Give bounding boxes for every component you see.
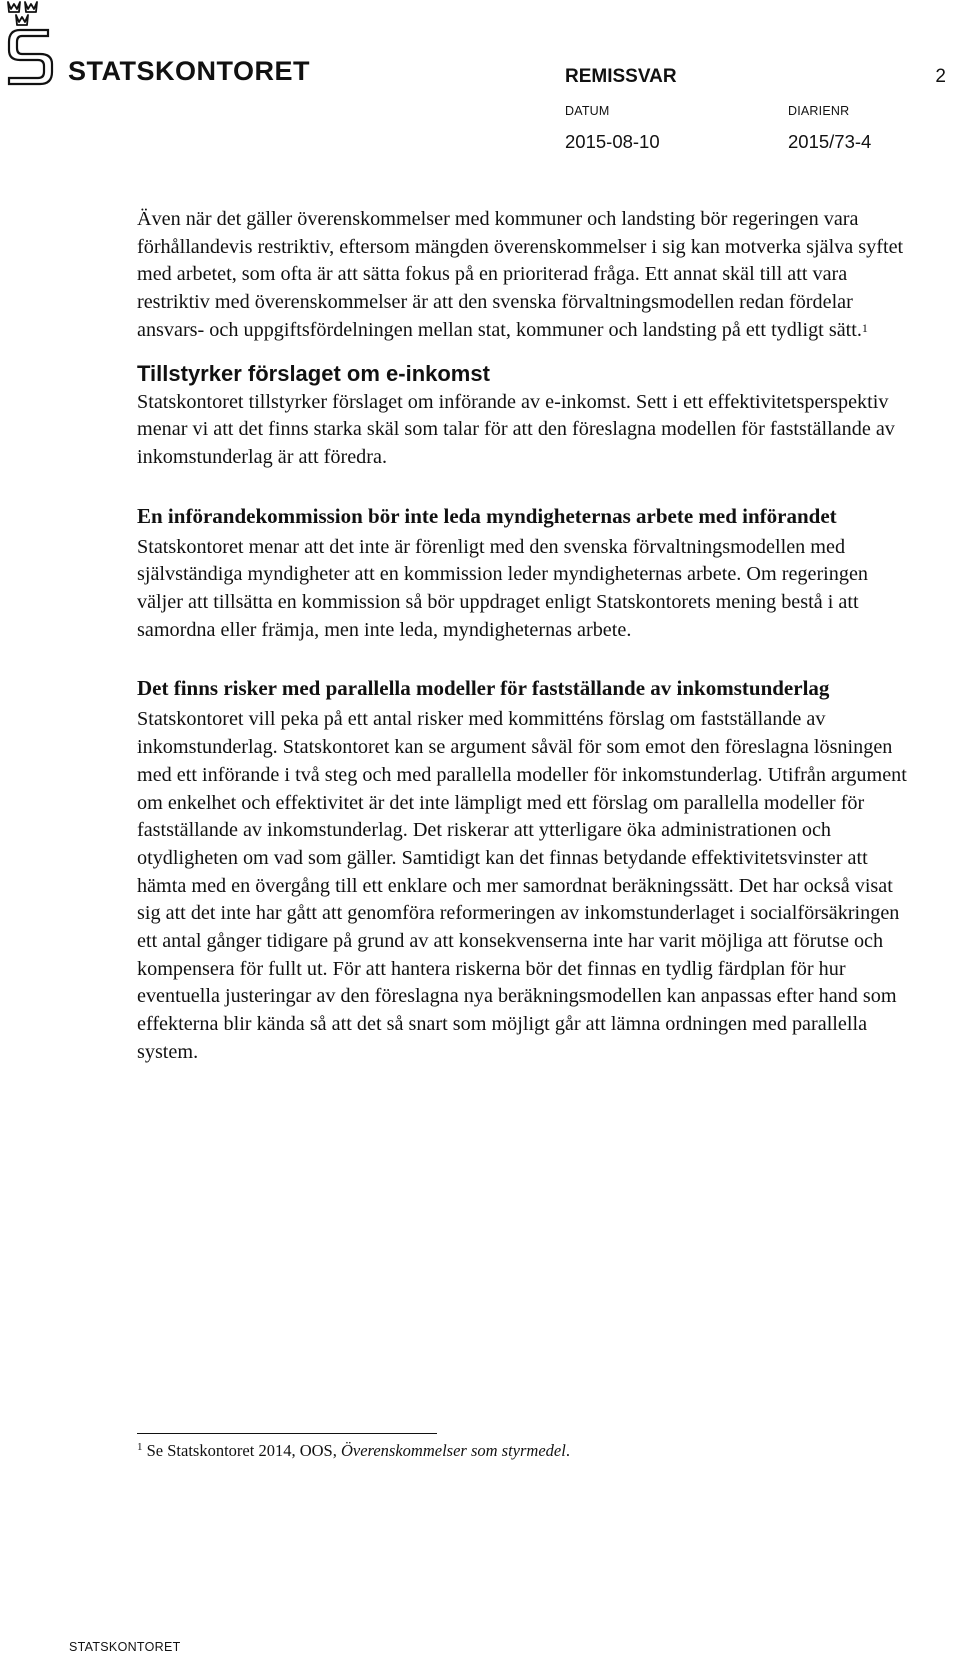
document-type: REMISSVAR: [565, 66, 677, 87]
section-paragraph-e-inkomst: Statskontoret tillstyrker förslaget om införande av e-inkomst. Sett i ett effektivitetsperspektiv menar vi att det finns starka skäl som talar för att den föreslagna modellen för fastställande av inkomstunderlag är att föredra.: [137, 390, 895, 468]
intro-text: Även när det gäller överenskommelser med kommuner och landsting bör regeringen vara förhållandevis restriktiv, eftersom mängden överenskommelser i sig kan motverka själva syftet med arbetet, som ofta är att sätta fokus på en prioriterad fråga. Ett annat skäl till att vara restriktiv med överenskommelser är att den svenska förvaltningsmodellen redan fördelar ansvars- och uppgiftsfördelningen mellan stat, kommuner och landsting på ett tydligt sätt.: [137, 208, 904, 341]
footnote-reference[interactable]: 1: [861, 320, 868, 335]
section-heading-kommission: En införandekommission bör inte leda myndigheternas arbete med införandet: [137, 503, 837, 528]
date-label: DATUM: [565, 104, 610, 118]
footnote-number: 1: [137, 1441, 143, 1453]
section-paragraph-risker: Statskontoret vill peka på ett antal risker med kommitténs förslag om fastställande av inkomstunderlag. Statskontoret kan se argument såväl för som emot den föreslagna lösningen med ett införande i två steg och med parallella modeller för inkomstunderlag. Utifrån argument om enkelhet och effektivitet är det inte lämpligt med ett förslag om parallella modeller för fastställande av inkomstunderlag. Det riskerar att ytterligare öka administrationen och otydligheten om vad som gäller. Samtidigt kan det finnas betydande effektivitetsvinster att hämta med en övergång till ett enklare och mer samordnat beräkningssätt. Det har också visat sig att det inte har gått att genomföra reformeringen av inkomstunderlaget i socialförsäkringen ett antal gånger tidigare på grund av att konsekvenserna inte har varit möjliga att förutse och kompensera för fullt ut. För att hantera riskerna bör det finnas en tydlig färdplan för hur eventuella justeringar av den föreslagna nya beräkningsmodellen kan anpassas efter hand som effekterna blir kända så att det så snart som möjligt går att lämna ordningen med parallella system.: [137, 708, 907, 1063]
section-heading-e-inkomst: Tillstyrker förslaget om e-inkomst: [137, 360, 490, 386]
page-number: 2: [935, 66, 946, 87]
page-footer: STATSKONTORET: [69, 1640, 181, 1654]
footnote: [137, 1441, 570, 1461]
footnote-divider: [137, 1433, 437, 1434]
footnote-title: Överenskommelser som styrmedel: [340, 1441, 566, 1460]
section-paragraph-kommission: Statskontoret menar att det inte är förenligt med den svenska förvaltningsmodellen med självständiga myndigheter att en kommission leder myndigheternas arbete. Om regeringen väljer att tillsätta en kommission så bör uppdraget enligt Statskontorets mening bestå i att samordna eller främja, men inte leda, myndigheternas arbete.: [137, 535, 869, 641]
intro-paragraph: [137, 206, 907, 345]
footnote-end: .: [565, 1441, 570, 1460]
section-heading-risker: Det finns risker med parallella modeller för fastställande av inkomstunderlag: [137, 676, 830, 701]
footnote-text: Se Statskontoret 2014, OOS,: [146, 1441, 341, 1460]
brand-wordmark: STATSKONTORET: [68, 56, 310, 86]
statskontoret-logo: [6, 0, 58, 90]
document-body: [137, 206, 907, 1067]
reference-label: DIARIENR: [788, 104, 850, 118]
date-value: 2015-08-10: [565, 131, 660, 152]
reference-value: 2015/73-4: [788, 131, 872, 152]
